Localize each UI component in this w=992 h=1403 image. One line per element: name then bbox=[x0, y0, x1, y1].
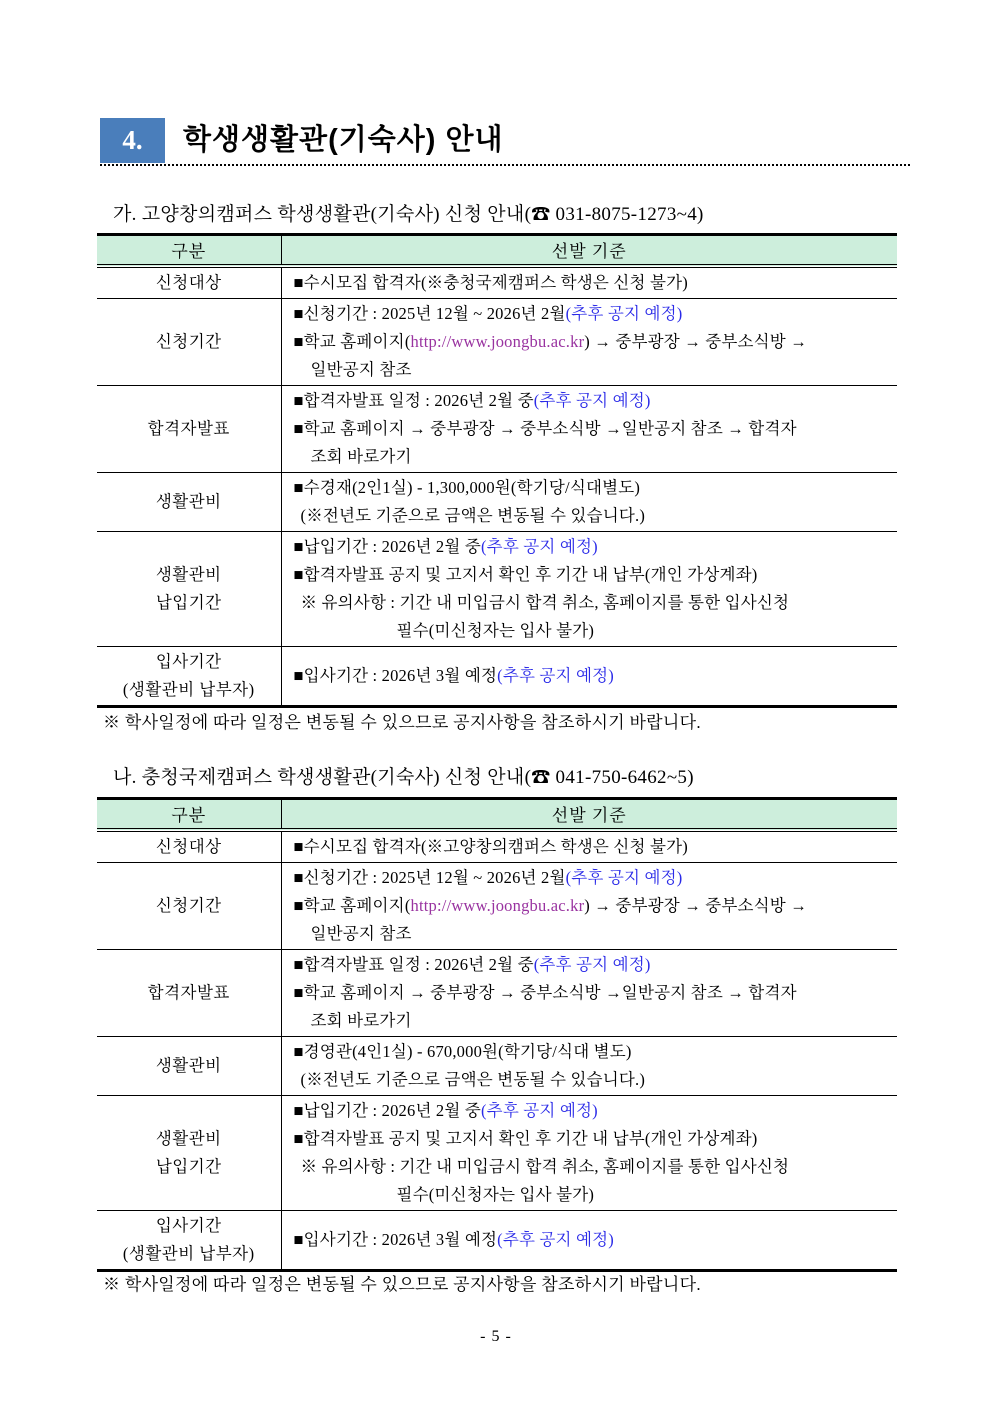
row-label-line: 생활관비 bbox=[155, 1128, 222, 1148]
table-row bbox=[97, 646, 897, 706]
schedule-note: ※ 학사일정에 따라 일정은 변동될 수 있으므로 공지사항을 참조하시기 바랍니다. bbox=[103, 1275, 701, 1294]
table-row bbox=[97, 531, 897, 646]
row-label bbox=[97, 1210, 281, 1270]
text: 필수(미신청자는 입사 불가) bbox=[396, 620, 595, 640]
table-row bbox=[97, 472, 897, 531]
row-label-line: 신청대상 bbox=[155, 272, 222, 292]
text: ) → 중부광장 → 중부소식방 → bbox=[584, 895, 807, 915]
content-line bbox=[294, 1038, 898, 1066]
content-line bbox=[294, 864, 898, 892]
text: ■수경재(2인1실) - 1,300,000원(학기당/식대별도) bbox=[293, 477, 641, 497]
text: ■합격자발표 공지 및 고지서 확인 후 기간 내 납부(개인 가상계좌) bbox=[293, 564, 758, 584]
page-title: 학생생활관(기숙사) 안내 bbox=[183, 124, 504, 156]
content-line bbox=[294, 443, 898, 471]
pending-notice: (추후 공지 예정) bbox=[533, 954, 651, 974]
content-line bbox=[294, 892, 898, 920]
text: ■신청기간 : 2025년 12월 ~ 2026년 2월 bbox=[293, 303, 566, 323]
row-label bbox=[97, 1095, 281, 1210]
pending-notice: (추후 공지 예정) bbox=[533, 390, 651, 410]
row-content bbox=[281, 472, 897, 531]
row-content bbox=[281, 1095, 897, 1210]
text: ■입사기간 : 2026년 3월 예정 bbox=[293, 665, 498, 685]
table-row bbox=[97, 1095, 897, 1210]
text: ※ 유의사항 : 기간 내 미입금시 합격 취소, 홈페이지를 통한 입사신청 bbox=[300, 1156, 790, 1176]
text: ) → 중부광장 → 중부소식방 → bbox=[584, 331, 807, 351]
content-line bbox=[294, 589, 898, 617]
text: ■납입기간 : 2026년 2월 중 bbox=[293, 536, 481, 556]
homepage-url: http://www.joongbu.ac.kr bbox=[410, 331, 585, 351]
content-line bbox=[294, 951, 898, 979]
table-row bbox=[97, 862, 897, 949]
table-row bbox=[97, 298, 897, 385]
pending-notice: (추후 공지 예정) bbox=[497, 665, 614, 685]
pending-notice: (추후 공지 예정) bbox=[565, 867, 683, 887]
row-label-line: 합격자발표 bbox=[147, 418, 230, 438]
row-content bbox=[281, 646, 897, 706]
text: (※전년도 기준으로 금액은 변동될 수 있습니다.) bbox=[300, 505, 646, 525]
row-label-line: 납입기간 bbox=[155, 1156, 222, 1176]
text: ■입사기간 : 2026년 3월 예정 bbox=[293, 1229, 498, 1249]
content-line bbox=[294, 833, 898, 861]
row-content bbox=[281, 266, 897, 299]
row-label bbox=[97, 1036, 281, 1095]
content-line bbox=[294, 1125, 898, 1153]
content-line bbox=[294, 662, 898, 690]
pending-notice: (추후 공지 예정) bbox=[497, 1229, 614, 1249]
row-label-line: 생활관비 bbox=[155, 491, 222, 511]
row-label bbox=[97, 531, 281, 646]
table-row bbox=[97, 830, 897, 863]
page-number: - 5 - bbox=[480, 1328, 512, 1345]
text: 일반공지 참조 bbox=[310, 359, 412, 379]
text: (※전년도 기준으로 금액은 변동될 수 있습니다.) bbox=[300, 1069, 646, 1089]
text: ■합격자발표 일정 : 2026년 2월 중 bbox=[293, 390, 534, 410]
row-label-line: 합격자발표 bbox=[147, 982, 230, 1002]
content-line bbox=[294, 561, 898, 589]
row-label-line: 생활관비 bbox=[155, 1055, 222, 1075]
pending-notice: (추후 공지 예정) bbox=[480, 1100, 598, 1120]
content-line bbox=[294, 387, 898, 415]
row-label-line: 신청기간 bbox=[155, 895, 222, 915]
text: ■신청기간 : 2025년 12월 ~ 2026년 2월 bbox=[293, 867, 566, 887]
row-content bbox=[281, 298, 897, 385]
row-label bbox=[97, 385, 281, 472]
row-label-line: 신청대상 bbox=[155, 836, 222, 856]
column-header-category: 구분 bbox=[97, 235, 281, 266]
content-line bbox=[294, 1097, 898, 1125]
row-label bbox=[97, 646, 281, 706]
content-line bbox=[294, 415, 898, 443]
section-header-band bbox=[100, 118, 910, 166]
content-line bbox=[294, 1066, 898, 1094]
table-header-row bbox=[97, 799, 897, 830]
content-line bbox=[294, 979, 898, 1007]
table-row bbox=[97, 1210, 897, 1270]
row-label-line: 신청기간 bbox=[155, 331, 222, 351]
section-number: 4. bbox=[122, 125, 143, 155]
content-line bbox=[294, 1226, 898, 1254]
row-label-line: (생활관비 납부자) bbox=[122, 1243, 255, 1263]
row-label bbox=[97, 266, 281, 299]
content-line bbox=[294, 269, 898, 297]
text: 조회 바로가기 bbox=[310, 1010, 412, 1030]
table-row bbox=[97, 1036, 897, 1095]
table-row bbox=[97, 385, 897, 472]
row-label-line: 입사기간 bbox=[155, 1215, 222, 1235]
row-label-line: 생활관비 bbox=[155, 564, 222, 584]
text: ■학교 홈페이지( bbox=[293, 331, 411, 351]
content-line bbox=[294, 617, 898, 645]
row-content bbox=[281, 531, 897, 646]
content-line bbox=[294, 328, 898, 356]
text: 조회 바로가기 bbox=[310, 446, 412, 466]
content-line bbox=[294, 1007, 898, 1035]
row-content bbox=[281, 1036, 897, 1095]
content-line bbox=[294, 533, 898, 561]
row-label bbox=[97, 949, 281, 1036]
row-label bbox=[97, 472, 281, 531]
row-content bbox=[281, 1210, 897, 1270]
column-header-criteria: 선발 기준 bbox=[281, 235, 897, 266]
row-content bbox=[281, 949, 897, 1036]
dormitory-table-chungcheong bbox=[97, 797, 897, 1272]
text: 일반공지 참조 bbox=[310, 923, 412, 943]
text: ■학교 홈페이지 → 중부광장 → 중부소식방 →일반공지 참조 → 합격자 bbox=[293, 418, 797, 438]
text: ■합격자발표 공지 및 고지서 확인 후 기간 내 납부(개인 가상계좌) bbox=[293, 1128, 758, 1148]
text: ■학교 홈페이지( bbox=[293, 895, 411, 915]
content-line bbox=[294, 356, 898, 384]
content-line bbox=[294, 1153, 898, 1181]
column-header-category: 구분 bbox=[97, 799, 281, 830]
homepage-url: http://www.joongbu.ac.kr bbox=[410, 895, 585, 915]
row-content bbox=[281, 830, 897, 863]
content-line bbox=[294, 502, 898, 530]
text: ■납입기간 : 2026년 2월 중 bbox=[293, 1100, 481, 1120]
text: ■경영관(4인1실) - 670,000원(학기당/식대 별도) bbox=[293, 1041, 632, 1061]
content-line bbox=[294, 474, 898, 502]
column-header-criteria: 선발 기준 bbox=[281, 799, 897, 830]
pending-notice: (추후 공지 예정) bbox=[480, 536, 598, 556]
content-line bbox=[294, 300, 898, 328]
row-label bbox=[97, 862, 281, 949]
row-content bbox=[281, 385, 897, 472]
text: ■수시모집 합격자(※고양창의캠퍼스 학생은 신청 불가) bbox=[293, 836, 688, 856]
text: 필수(미신청자는 입사 불가) bbox=[396, 1184, 595, 1204]
table-row bbox=[97, 266, 897, 299]
section-b-title: 나. 충청국제캠퍼스 학생생활관(기숙사) 신청 안내(☎ 041-750-6462~5) bbox=[113, 767, 694, 788]
dormitory-table-goyang bbox=[97, 233, 897, 708]
row-label bbox=[97, 830, 281, 863]
schedule-note: ※ 학사일정에 따라 일정은 변동될 수 있으므로 공지사항을 참조하시기 바랍니다. bbox=[103, 713, 701, 732]
row-label bbox=[97, 298, 281, 385]
table-row bbox=[97, 949, 897, 1036]
text: ■학교 홈페이지 → 중부광장 → 중부소식방 →일반공지 참조 → 합격자 bbox=[293, 982, 797, 1002]
content-line bbox=[294, 1181, 898, 1209]
section-number-box bbox=[100, 118, 165, 163]
content-line bbox=[294, 920, 898, 948]
row-content bbox=[281, 862, 897, 949]
pending-notice: (추후 공지 예정) bbox=[565, 303, 683, 323]
table-header-row bbox=[97, 235, 897, 266]
row-label-line: 납입기간 bbox=[155, 592, 222, 612]
text: ■수시모집 합격자(※충청국제캠퍼스 학생은 신청 불가) bbox=[293, 272, 688, 292]
row-label-line: 입사기간 bbox=[155, 651, 222, 671]
row-label-line: (생활관비 납부자) bbox=[122, 679, 255, 699]
section-a-title: 가. 고양창의캠퍼스 학생생활관(기숙사) 신청 안내(☎ 031-8075-1273~4) bbox=[113, 204, 704, 225]
text: ■합격자발표 일정 : 2026년 2월 중 bbox=[293, 954, 534, 974]
text: ※ 유의사항 : 기간 내 미입금시 합격 취소, 홈페이지를 통한 입사신청 bbox=[300, 592, 790, 612]
